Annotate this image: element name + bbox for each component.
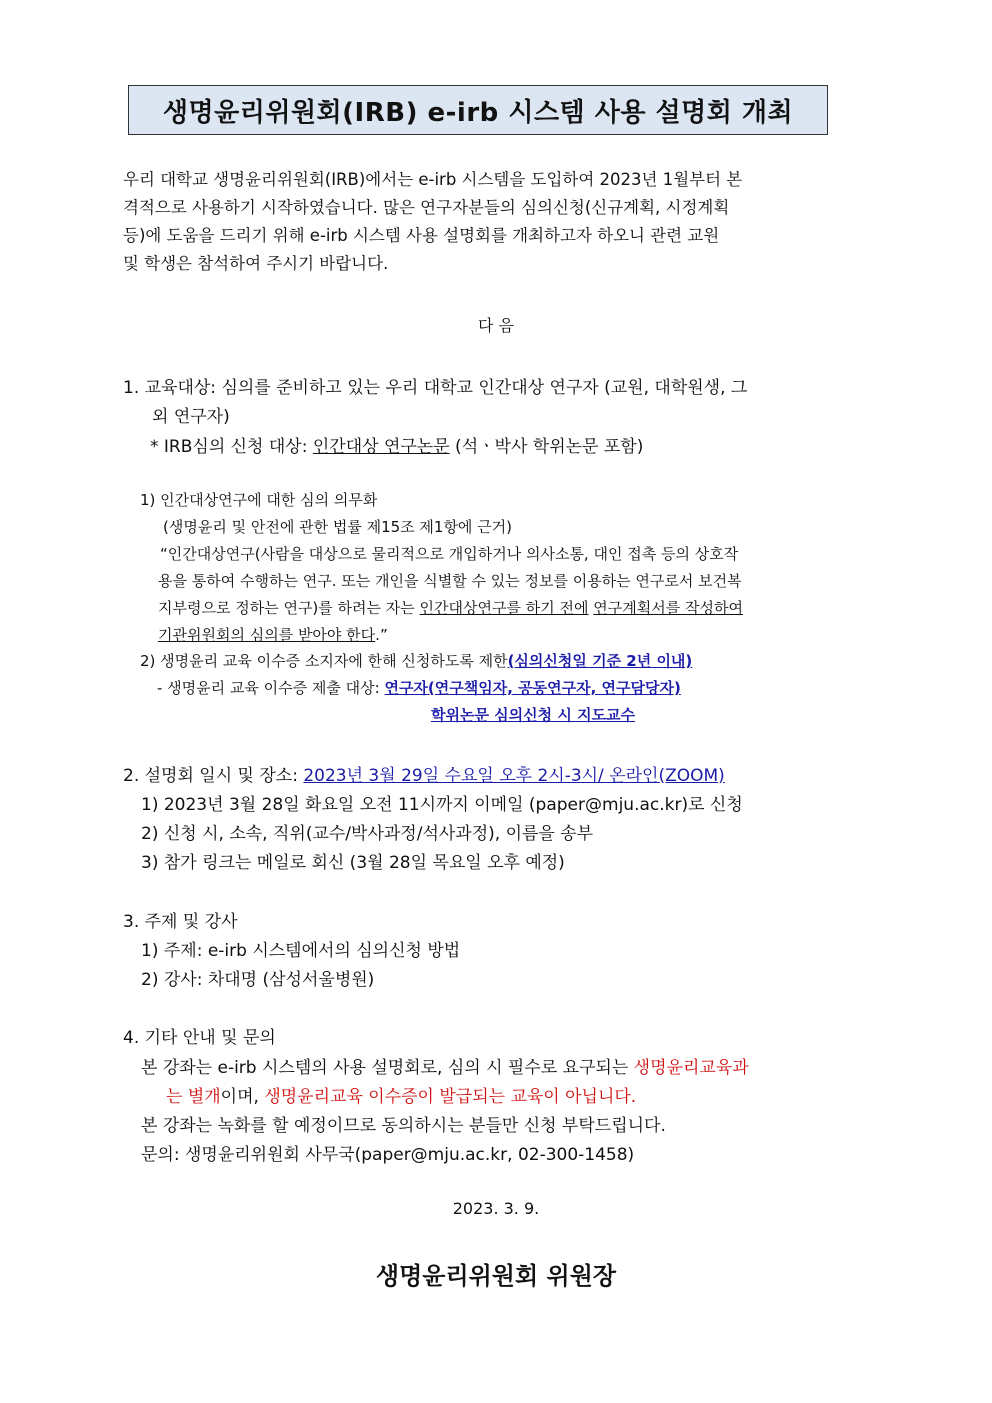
intro-line-3: 등)에 도움을 드리기 위해 e-irb 시스템 사용 설명회를 개최하고자 하오니 관련 교원 — [123, 226, 720, 245]
sec4-para3: 본 강좌는 녹화를 할 예정이므로 동의하시는 분들만 신청 부탁드립니다. — [141, 1116, 666, 1136]
sec2-item1: 1) 2023년 3월 28일 화요일 오전 11시까지 이메일 (paper@mju.ac.kr)로 신청 — [141, 795, 743, 815]
sec1-title-line2: 외 연구자) — [152, 407, 230, 427]
sec1-note-underlined: 인간대상 연구논문 — [312, 437, 450, 457]
sec1-item1: 1) 인간대상연구에 대한 심의 의무화 — [140, 491, 378, 509]
sec1-subitem-advisor: 학위논문 심의신청 시 지도교수 — [431, 706, 636, 724]
sec1-subitem — [157, 677, 681, 698]
sec4-para2 — [166, 1082, 636, 1107]
sec1-item2-highlight: (심의신청일 기준 2년 이내) — [507, 652, 693, 670]
sec4-para1 — [141, 1053, 749, 1078]
sec2-title-date: 2023년 3월 29일 수요일 오후 2시-3시/ 온라인(ZOOM) — [303, 766, 725, 786]
sec4-para2-text: 이며, — [220, 1087, 265, 1107]
sec4-para2-red-a: 는 별개 — [166, 1087, 221, 1107]
sec1-item2-text: 2) 생명윤리 교육 이수증 소지자에 한해 신청하도록 제한 — [140, 652, 508, 670]
sec1-subitem-highlight: 연구자(연구책임자, 공동연구자, 연구담당자) — [384, 679, 681, 697]
quote3-underline-b: 연구계획서를 작성하여 — [593, 599, 743, 617]
quote4-underline: 기관위원회의 심의를 받아야 한다 — [158, 626, 376, 644]
sec1-quote-line3 — [158, 597, 743, 618]
sec1-quote-line1: “인간대상연구(사람을 대상으로 물리적으로 개입하거나 의사소통, 대인 접촉 등의 상호작 — [160, 545, 739, 563]
quote3-text: 지부령으로 정하는 연구)를 하려는 자는 — [158, 599, 420, 617]
sec4-para1-red: 생명윤리교육과 — [633, 1058, 749, 1078]
intro-line-2: 격적으로 사용하기 시작하였습니다. 많은 연구자분들의 심의신청(신규계획, 시정계획 — [123, 198, 730, 217]
sec1-subitem-text: - 생명윤리 교육 이수증 제출 대상: — [157, 679, 385, 697]
sec2-item3: 3) 참가 링크는 메일로 회신 (3월 28일 목요일 오후 예정) — [141, 853, 565, 873]
sec3-item1: 1) 주제: e-irb 시스템에서의 심의신청 방법 — [141, 941, 461, 961]
sec1-item1-law: (생명윤리 및 안전에 관한 법률 제15조 제1항에 근거) — [163, 518, 513, 536]
sec4-para1-text: 본 강좌는 e-irb 시스템의 사용 설명회로, 심의 시 필수로 요구되는 — [141, 1058, 634, 1078]
sec4-para2-red-b: 생명윤리교육 이수증이 발급되는 교육이 아닙니다. — [264, 1087, 637, 1107]
document-date: 2023. 3. 9. — [452, 1199, 540, 1218]
intro-line-1: 우리 대학교 생명윤리위원회(IRB)에서는 e-irb 시스템을 도입하여 2023년 1월부터 본 — [123, 170, 743, 189]
section-heading: 다 음 — [478, 316, 514, 335]
sec1-note-prefix: * IRB심의 신청 대상: — [150, 437, 313, 457]
signature: 생명윤리위원회 위원장 — [375, 1262, 617, 1290]
sec2-item2: 2) 신청 시, 소속, 직위(교수/박사과정/석사과정), 이름을 송부 — [141, 824, 594, 844]
sec4-title: 4. 기타 안내 및 문의 — [123, 1028, 276, 1048]
sec1-quote-line2: 용을 통하여 수행하는 연구. 또는 개인을 식별할 수 있는 정보를 이용하는 연구로서 보건복 — [158, 572, 742, 590]
sec2-title — [123, 761, 725, 786]
sec1-title-line1: 1. 교육대상: 심의를 준비하고 있는 우리 대학교 인간대상 연구자 (교원, 대학원생, 그 — [123, 378, 748, 398]
sec3-item2: 2) 강사: 차대명 (삼성서울병원) — [141, 970, 375, 990]
document-title: 생명윤리위원회(IRB) e-irb 시스템 사용 설명회 개최 — [162, 97, 794, 128]
sec1-item2 — [140, 650, 692, 671]
title-box — [128, 85, 828, 135]
sec1-note-suffix: (석ㆍ박사 학위논문 포함) — [449, 437, 644, 457]
quote3-underline-a: 인간대상연구를 하기 전에 — [419, 599, 589, 617]
sec1-quote-line4 — [158, 624, 388, 645]
quote4-end: .” — [375, 626, 388, 644]
sec2-title-text: 2. 설명회 일시 및 장소: — [123, 766, 304, 786]
sec3-title: 3. 주제 및 강사 — [123, 912, 238, 932]
intro-line-4: 및 학생은 참석하여 주시기 바랍니다. — [123, 254, 389, 273]
sec1-note — [150, 432, 643, 457]
sec4-para4: 문의: 생명윤리위원회 사무국(paper@mju.ac.kr, 02-300-1458) — [141, 1145, 635, 1165]
